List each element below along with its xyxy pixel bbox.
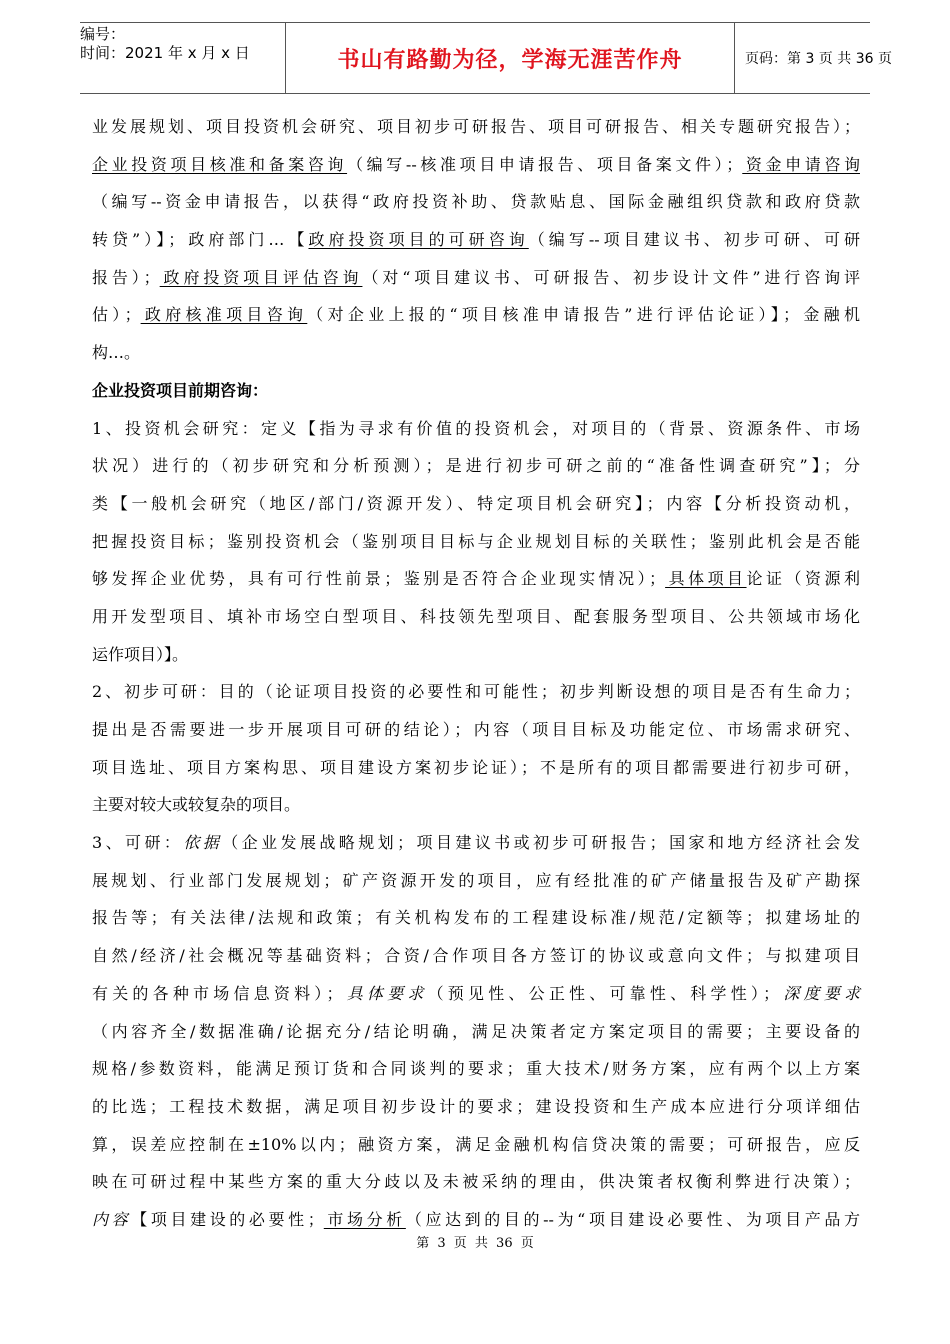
text-run: 自然/经济/社会概况等基础资料；合资/合作项目各方签订的协议或意向文件；与拟建项目 — [92, 946, 860, 966]
text-run: （对“项目建议书、可研报告、初步设计文件”进行咨询评 — [362, 267, 860, 287]
document-body — [92, 108, 860, 1239]
text-line — [92, 259, 860, 297]
text-line — [92, 523, 860, 561]
underlined-term: 政府投资项目的可研咨询 — [308, 230, 529, 250]
text-line — [92, 937, 860, 975]
text-line — [92, 598, 860, 636]
text-run: 1、投资机会研究：定义【指为寻求有价值的投资机会，对项目的（背景、资源条件、市场 — [92, 418, 860, 438]
text-run: 把握投资目标；鉴别投资机会（鉴别项目目标与企业规划目标的关联性；鉴别此机会是否能 — [92, 531, 860, 551]
text-run: 业发展规划、项目投资机会研究、项目初步可研报告、项目可研报告、相关专题研究报告）； — [92, 117, 860, 136]
page-footer: 第 3 页 共 36 页 — [416, 1236, 534, 1251]
text-run: 【项目建设的必要性； — [131, 1209, 324, 1229]
header-meta — [80, 23, 285, 93]
page-header — [80, 22, 892, 94]
text-line — [92, 749, 860, 787]
text-run: （企业发展战略规划；项目建议书或初步可研报告；国家和地方经济社会发 — [222, 833, 860, 853]
underlined-term: 企业投资项目核准和备案咨询 — [92, 154, 348, 174]
text-run: （对企业上报的“项目核准申请报告”进行评估论证）】；金融机 — [307, 305, 860, 325]
text-run: 2、初步可研：目的（论证项目投资的必要性和可能性；初步判断设想的项目是否有生命力； — [92, 682, 860, 702]
text-run: 展规划、行业部门发展规划；矿产资源开发的项目，应有经批准的矿产储量报告及矿产勘探 — [92, 870, 860, 890]
text-run: 有关的各种市场信息资料）； — [92, 983, 343, 1003]
text-line — [92, 485, 860, 523]
text-line — [92, 862, 860, 900]
underlined-term: 政府核准项目咨询 — [140, 305, 308, 325]
text-run: 状况）进行的（初步研究和分析预测）；是进行初步可研之前的“准备性调查研究”】；分 — [92, 456, 860, 476]
underlined-term: 资金申请咨询 — [742, 154, 860, 174]
text-run: 规格/参数资料，能满足预订货和合同谈判的要求；重大技术/财务方案，应有两个以上方案 — [92, 1059, 860, 1079]
document-date: 时间：2021 年 x 月 x 日 — [80, 44, 250, 62]
text-run: 项目选址、项目方案构思、项目建设方案初步论证）；不是所有的项目都需要进行初步可研， — [92, 757, 860, 777]
text-run: （应达到的目的--为“项目建设必要性、为项目产品方 — [405, 1209, 860, 1229]
italic-term: 深度要求 — [779, 983, 860, 1003]
italic-term: 依据 — [183, 833, 223, 853]
text-line — [92, 146, 860, 184]
text-run: 论证（资源利 — [746, 569, 860, 589]
document-number-label: 编号： — [80, 25, 126, 43]
text-run: 转贷”）】；政府部门…【 — [92, 230, 309, 250]
section-heading: 企业投资项目前期咨询： — [92, 380, 269, 400]
text-run: 用开发型项目、填补市场空白型项目、科技领先型项目、配套服务型项目、公共领域市场化 — [92, 606, 860, 626]
text-run: 构…。 — [92, 343, 141, 363]
italic-term: 具体要求 — [342, 983, 428, 1003]
text-line — [92, 1163, 860, 1201]
text-run: （编写--资金申请报告，以获得“政府投资补助、贷款贴息、国际金融组织贷款和政府贷款 — [92, 192, 860, 212]
text-run: 的比选；工程技术数据，满足项目初步设计的要求；建设投资和生产成本应进行分项详细估 — [92, 1096, 860, 1116]
underlined-term: 政府投资项目评估咨询 — [159, 267, 363, 287]
italic-term: 内容 — [92, 1209, 132, 1229]
text-line — [92, 560, 860, 598]
text-run: 算，误差应控制在±10%以内；融资方案，满足金融机构信贷决策的需要；可研报告，应反 — [92, 1134, 860, 1154]
text-line — [92, 673, 860, 711]
text-run: 主要对较大或较复杂的项目。 — [92, 795, 301, 815]
header-motto: 书山有路勤为径，学海无涯苦作舟 — [337, 47, 683, 73]
text-line — [92, 334, 860, 372]
text-line — [92, 372, 860, 410]
text-run: 报告等；有关法律/法规和政策；有关机构发布的工程建设标准/规范/定额等；拟建场址的 — [92, 908, 860, 928]
text-line — [92, 975, 860, 1013]
text-line — [92, 183, 860, 221]
text-run: 提出是否需要进一步开展项目可研的结论）；内容（项目目标及功能定位、市场需求研究、 — [92, 720, 860, 739]
text-line — [92, 899, 860, 937]
text-line — [92, 1050, 860, 1088]
text-line — [92, 1088, 860, 1126]
text-run: （预见性、公正性、可靠性、科学性）； — [427, 983, 780, 1003]
text-line — [92, 108, 860, 146]
text-run: 3、可研： — [92, 833, 184, 853]
text-line — [92, 636, 860, 674]
text-run: 映在可研过程中某些方案的重大分歧以及未被采纳的理由，供决策者权衡利弊进行决策）； — [92, 1172, 860, 1192]
text-line — [92, 1126, 860, 1164]
text-run: 估）； — [92, 305, 141, 325]
text-line — [92, 410, 860, 448]
header-motto-cell — [285, 23, 735, 93]
text-line — [92, 824, 860, 862]
text-run: （编写--项目建议书、初步可研、可研 — [528, 230, 860, 250]
text-run: 类【一般机会研究（地区/部门/资源开发）、特定项目机会研究】；内容【分析投资动机， — [92, 493, 860, 513]
underlined-term: 市场分析 — [323, 1209, 406, 1229]
header-page-info: 页码：第 3 页 共 36 页 — [745, 51, 892, 67]
text-line — [92, 786, 860, 824]
text-line — [92, 296, 860, 334]
text-line — [92, 221, 860, 259]
text-line — [92, 1013, 860, 1051]
text-line — [92, 711, 860, 749]
text-run: 报告）； — [92, 267, 160, 287]
text-run: 够发挥企业优势，具有可行性前景；鉴别是否符合企业现实情况）； — [92, 569, 666, 589]
text-run: （编写--核准项目申请报告、项目备案文件）； — [347, 154, 743, 174]
header-page-info-cell — [735, 23, 892, 93]
text-run: （内容齐全/数据准确/论据充分/结论明确，满足决策者定方案定项目的需要；主要设备的 — [92, 1021, 860, 1041]
text-run: 运作项目）】。 — [92, 644, 189, 664]
text-line — [92, 447, 860, 485]
underlined-term: 具体项目 — [665, 569, 747, 589]
